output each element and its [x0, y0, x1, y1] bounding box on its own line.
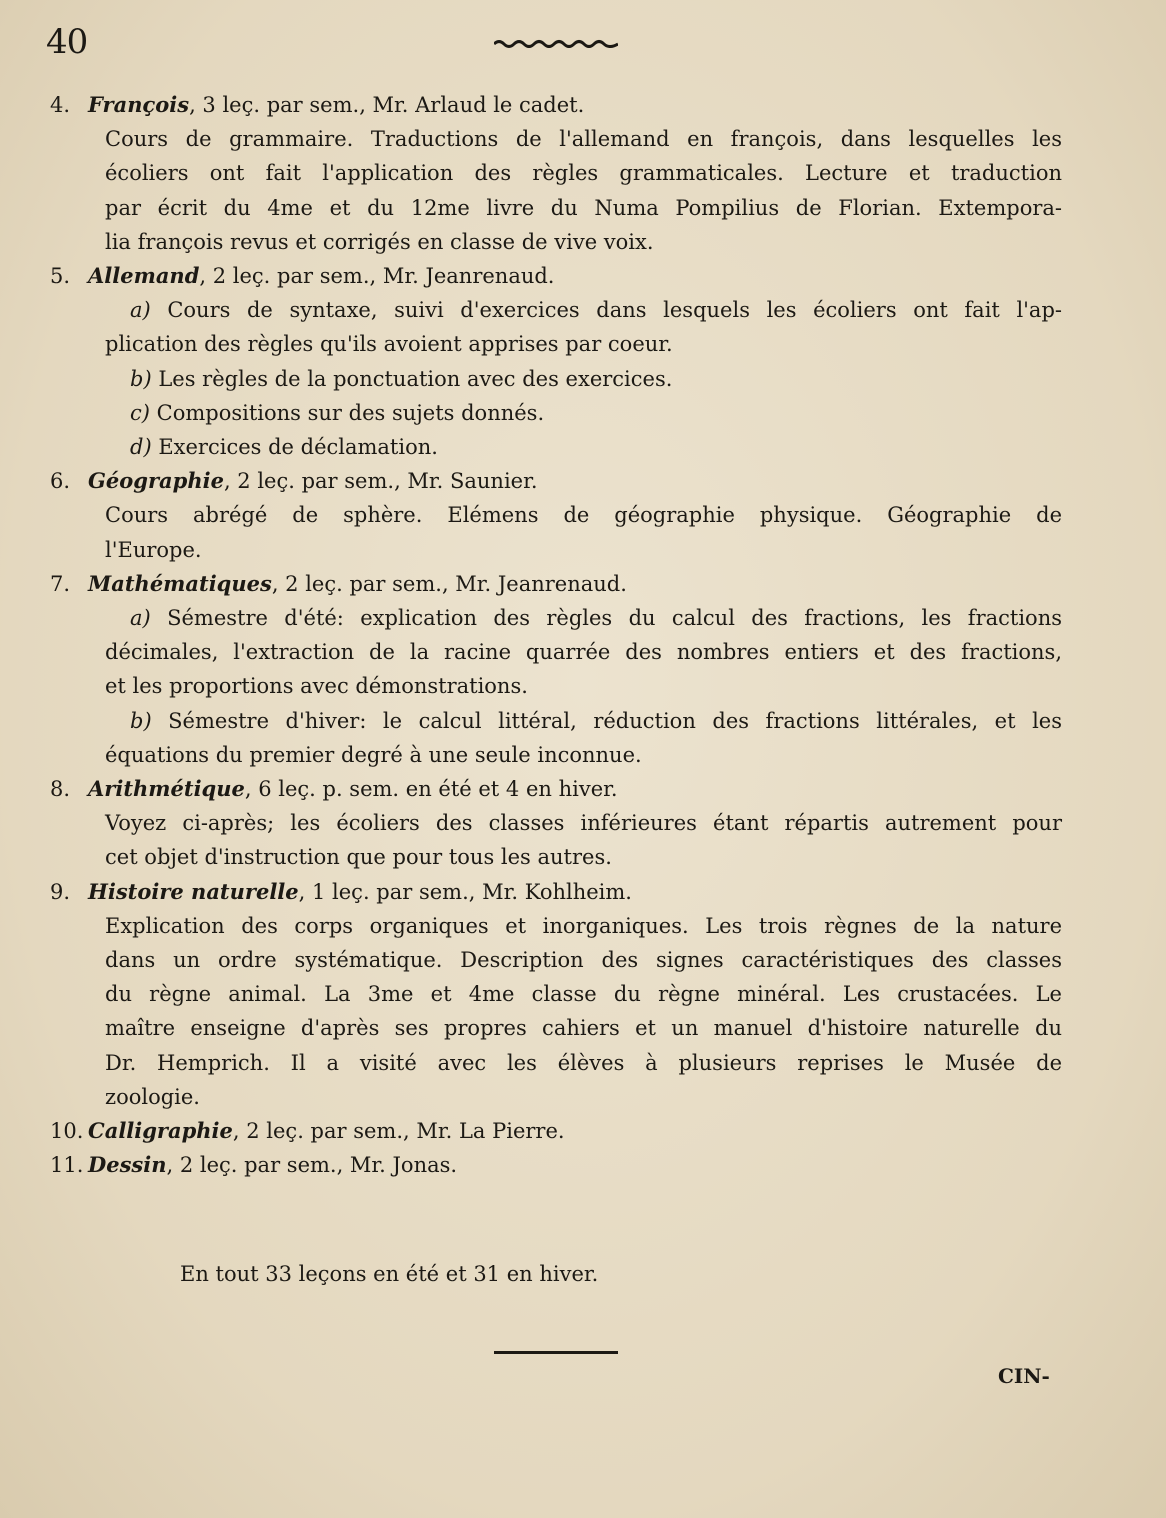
text-line: écoliers ont fait l'application des règles grammaticales. Lecture et traduction — [105, 161, 1062, 186]
text-line: du règne animal. La 3me et 4me classe du règne minéral. Les crustacées. Le — [105, 982, 1062, 1007]
entry-details: , 1 leç. par sem., Mr. Kohlheim. — [298, 879, 632, 904]
entry-number: 11. — [50, 1153, 84, 1178]
sub-label: b) — [130, 708, 152, 733]
sub-label: c) — [130, 400, 150, 425]
sub-item: c) Compositions sur des sujets donnés. — [130, 400, 545, 425]
text-line: dans un ordre systématique. Description des signes caractéristiques des classes — [105, 948, 1062, 973]
text-line: maître enseigne d'après ses propres cahiers et un manuel d'histoire naturelle du — [105, 1016, 1062, 1041]
text-line: équations du premier degré à une seule inconnue. — [105, 742, 642, 767]
sub-item: b) Les règles de la ponctuation avec des exercices. — [130, 366, 673, 391]
entry-details: , 2 leç. par sem., Mr. Jeanrenaud. — [271, 571, 627, 596]
entry-details: , 3 leç. par sem., Mr. Arlaud le cadet. — [189, 93, 585, 117]
entry-subject: François — [88, 92, 190, 117]
text-line: décimales, l'extraction de la racine quarrée des nombres entiers et des fractions, — [105, 640, 1062, 665]
entry-subject: Allemand — [88, 263, 200, 289]
entry-number: 8. — [50, 777, 71, 802]
total-line: En tout 33 leçons en été et 31 en hiver. — [180, 1262, 599, 1286]
text-line: plication des règles qu'ils avoient apprises par coeur. — [105, 332, 673, 357]
ornament-rule — [494, 38, 618, 48]
entry-details: , 2 leç. par sem., Mr. Saunier. — [223, 469, 538, 494]
sub-label: a) — [130, 606, 151, 631]
entry-allemand — [50, 259, 1062, 464]
text-line: Voyez ci-après; les écoliers des classes inférieures étant répartis autrement pour — [105, 811, 1062, 836]
entry-number: 9. — [50, 879, 71, 904]
sub-item: a) Sémestre d'été: explication des règles du calcul des fractions, les fractions — [130, 606, 1062, 631]
sub-item: b) Sémestre d'hiver: le calcul littéral, réduction des fractions littérales, et les — [130, 708, 1062, 733]
body-text — [50, 88, 1062, 1183]
entry-francois — [50, 88, 1062, 259]
entry-number: 7. — [50, 571, 71, 596]
text-line: Dr. Hemprich. Il a visité avec les élèves à plusieurs reprises le Musée de — [105, 1050, 1062, 1075]
entry-details: , 2 leç. par sem., Mr. Jeanrenaud. — [199, 264, 555, 289]
text-line: l'Europe. — [105, 537, 202, 562]
entry-number: 4. — [50, 93, 71, 117]
entry-subject: Arithmétique — [88, 776, 245, 802]
sub-label: a) — [130, 298, 151, 323]
text-line: Cours abrégé de sphère. Elémens de géographie physique. Géographie de — [105, 503, 1062, 528]
section-rule — [494, 1351, 618, 1354]
text-line: zoologie. — [105, 1084, 200, 1109]
entry-details: , 6 leç. p. sem. en été et 4 en hiver. — [244, 777, 618, 802]
entry-mathematiques — [50, 567, 1062, 772]
entry-subject: Dessin — [88, 1152, 167, 1178]
entry-subject: Mathématiques — [88, 570, 272, 596]
entry-dessin — [50, 1148, 1062, 1182]
sub-item: d) Exercices de déclamation. — [130, 435, 438, 460]
catchword: CIN- — [998, 1364, 1050, 1388]
entry-subject: Géographie — [88, 468, 224, 494]
entry-arithmetique — [50, 772, 1062, 875]
entry-details: , 2 leç. par sem., Mr. La Pierre. — [232, 1119, 565, 1144]
text-line: cet objet d'instruction que pour tous les autres. — [105, 845, 612, 870]
sub-label: b) — [130, 366, 152, 391]
entry-geographie — [50, 464, 1062, 567]
page-number: 40 — [46, 22, 88, 62]
sub-item: a) Cours de syntaxe, suivi d'exercices dans lesquels les écoliers ont fait l'ap- — [130, 298, 1062, 323]
entry-number: 6. — [50, 469, 71, 494]
text-line: et les proportions avec démonstrations. — [105, 674, 528, 699]
text-line: Cours de grammaire. Traductions de l'allemand en françois, dans lesquelles les — [105, 127, 1062, 152]
text-line: Explication des corps organiques et inorganiques. Les trois règnes de la nature — [105, 913, 1062, 938]
entry-number: 5. — [50, 264, 71, 289]
entry-histoire-naturelle — [50, 875, 1062, 1114]
entry-number: 10. — [50, 1119, 84, 1144]
entry-subject: Histoire naturelle — [88, 878, 299, 904]
text-line: par écrit du 4me et du 12me livre du Numa Pompilius de Florian. Extempora- — [105, 195, 1062, 220]
sub-label: d) — [130, 435, 152, 460]
entry-subject: Calligraphie — [88, 1118, 233, 1144]
entry-details: , 2 leç. par sem., Mr. Jonas. — [166, 1153, 458, 1178]
text-line: lia françois revus et corrigés en classe de vive voix. — [105, 229, 654, 254]
entry-calligraphie — [50, 1114, 1062, 1148]
